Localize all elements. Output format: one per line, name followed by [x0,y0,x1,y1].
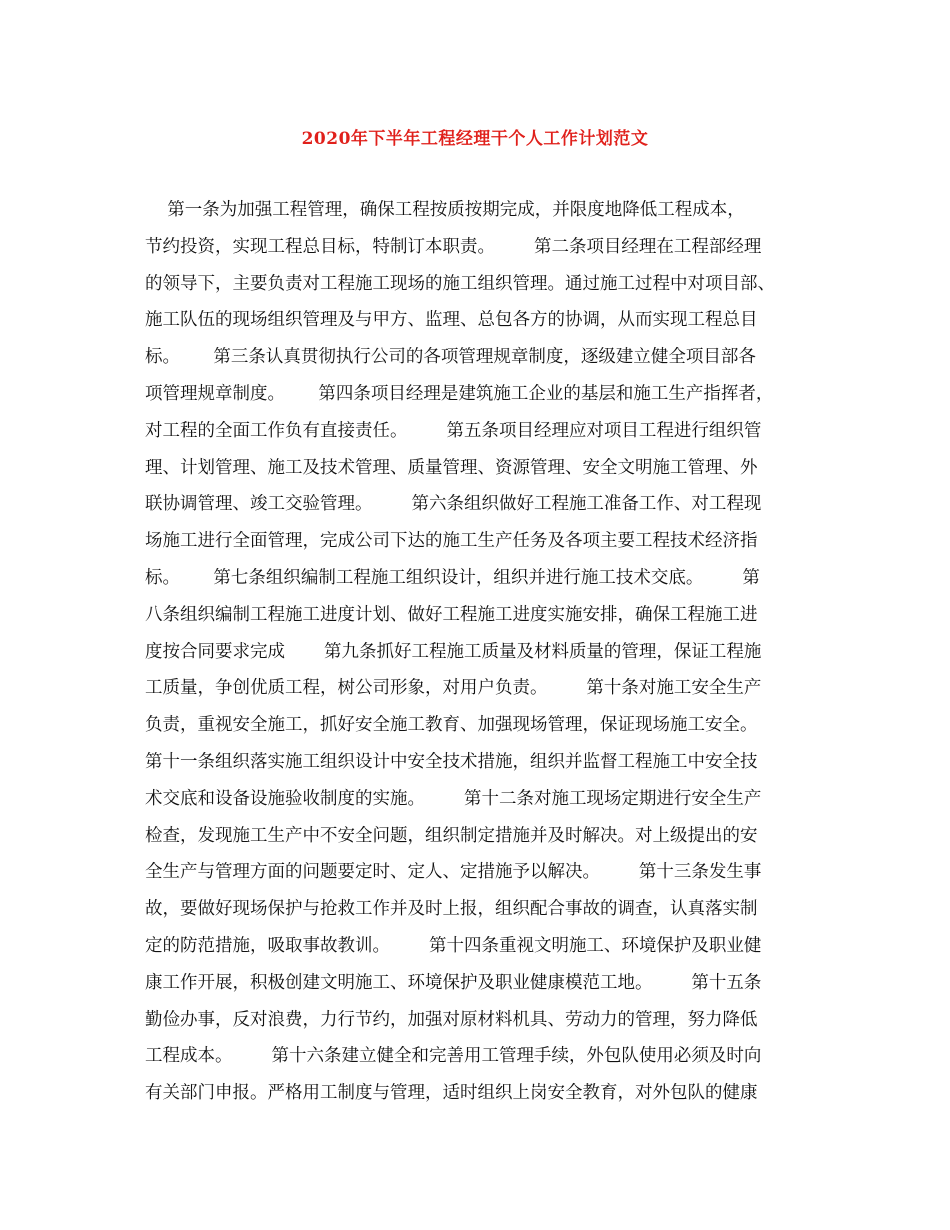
body-line: 术交底和设备设施验收制度的实施。 第十二条对施工现场定期进行安全生产 [145,788,762,809]
body-line: 场施工进行全面管理，完成公司下达的施工生产任务及各项主要工程技术经济指 [145,531,758,552]
body-line: 负责，重视安全施工，抓好安全施工教育、加强现场管理，保证现场施工安全。 [145,715,758,736]
body-line: 第一条为加强工程管理，确保工程按质按期完成，并限度地降低工程成本， [145,200,745,220]
body-line: 第十一条组织落实施工组织设计中安全技术措施，组织并监督工程施工中安全技 [145,751,758,772]
body-line: 度按合同要求完成 第九条抓好工程施工质量及材料质量的管理，保证工程施 [145,641,762,662]
body-line: 对工程的全面工作负有直接责任。 第五条项目经理应对项目工程进行组织管 [145,420,762,441]
body-line: 联协调管理、竣工交验管理。 第六条组织做好工程施工准备工作、对工程现 [145,494,762,515]
body-line: 八条组织编制工程施工进度计划、做好工程施工进度实施安排，确保工程施工进 [145,604,758,625]
body-line: 定的防范措施，吸取事故教训。 第十四条重视文明施工、环境保护及职业健 [145,935,762,956]
body-line: 项管理规章制度。 第四条项目经理是建筑施工企业的基层和施工生产指挥者， [145,383,774,404]
body-line: 有关部门申报。严格用工制度与管理，适时组织上岗安全教育，对外包队的健康 [145,1083,758,1104]
body-line: 理、计划管理、施工及技术管理、质量管理、资源管理、安全文明施工管理、外 [145,457,758,478]
body-line: 工程成本。 第十六条建立健全和完善用工管理手续，外包队使用必须及时向 [145,1046,762,1067]
body-line: 故，要做好现场保护与抢救工作并及时上报，组织配合事故的调查，认真落实制 [145,899,758,920]
body-line: 节约投资，实现工程总目标，特制订本职责。 第二条项目经理在工程部经理 [145,236,762,257]
body-line: 康工作开展，积极创建文明施工、环境保护及职业健康模范工地。 第十五条 [145,972,762,993]
body-line: 全生产与管理方面的问题要定时、定人、定措施予以解决。 第十三条发生事 [145,862,762,883]
body-line: 勤俭办事，反对浪费，力行节约，加强对原材料机具、劳动力的管理，努力降低 [145,1009,758,1030]
document-title: 2020年下半年工程经理干个人工作计划范文 [301,129,649,149]
body-line: 工质量，争创优质工程，树公司形象，对用户负责。 第十条对施工安全生产 [145,678,762,699]
body-line: 的领导下，主要负责对工程施工现场的施工组织管理。通过施工过程中对项目部、 [145,273,775,294]
body-line: 施工队伍的现场组织管理及与甲方、监理、总包各方的协调，从而实现工程总目 [145,310,758,331]
body-line: 标。 第七条组织编制工程施工组织设计，组织并进行施工技术交底。 第 [145,567,760,588]
body-line: 标。 第三条认真贯彻执行公司的各项管理规章制度，逐级建立健全项目部各 [145,347,756,368]
document-body [145,192,810,1112]
body-line: 检查，发现施工生产中不安全问题，组织制定措施并及时解决。对上级提出的安 [145,825,758,846]
